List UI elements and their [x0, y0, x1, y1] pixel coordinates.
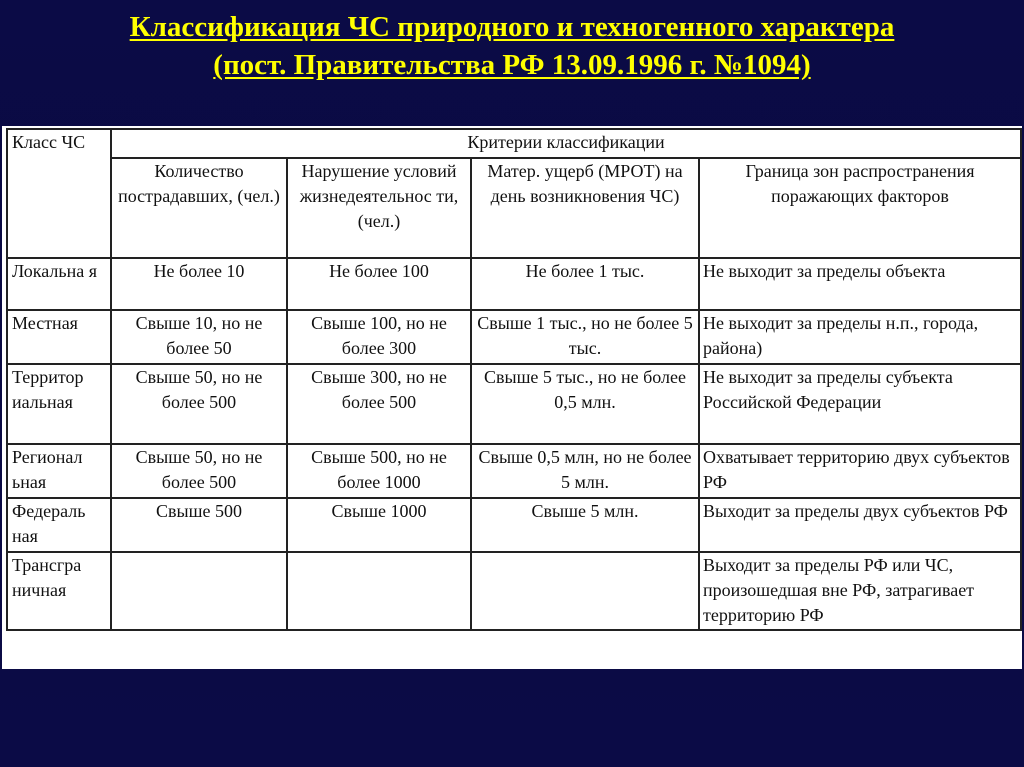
criteria-header: Критерии классификации [111, 129, 1021, 158]
row-class: Трансгра ничная [7, 552, 111, 630]
row-class: Локальна я [7, 258, 111, 310]
title-line-2: (пост. Правительства РФ 13.09.1996 г. №1094) [213, 49, 811, 81]
row-class: Территор иальная [7, 364, 111, 444]
row-class: Местная [7, 310, 111, 364]
row-disrupted: Свыше 100, но не более 300 [287, 310, 471, 364]
column-header-damage: Матер. ущерб (МРОТ) на день возникновения ЧС) [471, 158, 699, 258]
column-header-victims: Количество пострадавших, (чел.) [111, 158, 287, 258]
table-row [7, 364, 1021, 444]
row-victims: Свыше 10, но не более 50 [111, 310, 287, 364]
row-zone: Не выходит за пределы н.п., города, района) [699, 310, 1021, 364]
classification-table [6, 128, 1022, 631]
row-victims [111, 552, 287, 630]
row-victims: Свыше 500 [111, 498, 287, 552]
row-disrupted: Свыше 1000 [287, 498, 471, 552]
row-zone: Не выходит за пределы субъекта Российской Федерации [699, 364, 1021, 444]
column-header-disrupted: Нарушение условий жизнедеятельнос ти, (чел.) [287, 158, 471, 258]
row-zone: Охватывает территорию двух субъектов РФ [699, 444, 1021, 498]
row-class: Регионал ьная [7, 444, 111, 498]
row-disrupted: Свыше 300, но не более 500 [287, 364, 471, 444]
row-victims: Свыше 50, но не более 500 [111, 444, 287, 498]
table-row [7, 498, 1021, 552]
row-damage: Свыше 5 млн. [471, 498, 699, 552]
table-row [7, 444, 1021, 498]
table-row [7, 258, 1021, 310]
row-zone: Выходит за пределы РФ или ЧС, произошедшая вне РФ, затрагивает территорию РФ [699, 552, 1021, 630]
row-damage: Свыше 0,5 млн, но не более 5 млн. [471, 444, 699, 498]
table-row [7, 310, 1021, 364]
classification-sheet [2, 126, 1022, 669]
row-damage: Не более 1 тыс. [471, 258, 699, 310]
table-row [7, 552, 1021, 630]
class-header: Класс ЧС [7, 129, 111, 258]
row-disrupted [287, 552, 471, 630]
row-disrupted: Свыше 500, но не более 1000 [287, 444, 471, 498]
row-disrupted: Не более 100 [287, 258, 471, 310]
row-zone: Не выходит за пределы объекта [699, 258, 1021, 310]
column-header-zone: Граница зон распространения поражающих факторов [699, 158, 1021, 258]
title-line-1: Классификация ЧС природного и техногенного характера [129, 11, 895, 43]
slide-title [0, 8, 1024, 84]
row-victims: Свыше 50, но не более 500 [111, 364, 287, 444]
row-damage: Свыше 5 тыс., но не более 0,5 млн. [471, 364, 699, 444]
row-damage: Свыше 1 тыс., но не более 5 тыс. [471, 310, 699, 364]
row-zone: Выходит за пределы двух субъектов РФ [699, 498, 1021, 552]
row-class: Федераль ная [7, 498, 111, 552]
row-victims: Не более 10 [111, 258, 287, 310]
row-damage [471, 552, 699, 630]
